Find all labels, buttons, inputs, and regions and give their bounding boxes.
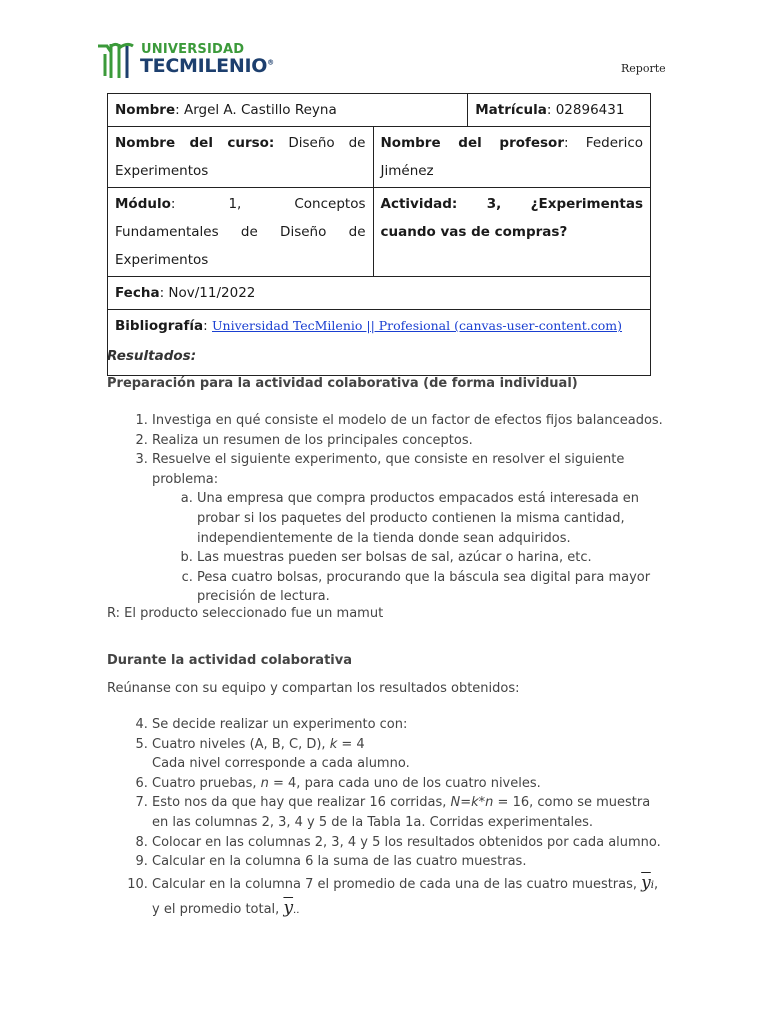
list-item: 8. Colocar en las columnas 2, 3, 4 y 5 los resultados obtenidos por cada alumno. <box>152 833 667 853</box>
matricula-value: : 02896431 <box>546 102 625 118</box>
logo-line1: UNIVERSIDAD <box>141 42 245 57</box>
prep-items <box>107 411 667 607</box>
resultados-title <box>107 347 667 367</box>
list-item <box>152 872 667 922</box>
item5-line2: Cada nivel corresponde a cada alumno. <box>152 756 410 772</box>
actividad-label: Actividad: <box>380 196 458 212</box>
list-item <box>152 450 667 607</box>
registered-mark: ® <box>267 58 274 67</box>
item7-var: N=k*n <box>450 795 494 811</box>
durante-heading-text: Durante la actividad colaborativa <box>107 653 352 668</box>
nombre-label: Nombre <box>115 102 176 118</box>
answer-line: R: El producto seleccionado fue un mamut <box>107 606 384 621</box>
durante-items <box>107 715 667 922</box>
list-item <box>152 774 667 794</box>
item6-post: = 4, para cada uno de los cuatro niveles. <box>268 775 541 791</box>
matricula-cell <box>468 94 651 127</box>
list-item: 4. Se decide realizar un experimento con: <box>152 715 667 735</box>
prep-heading <box>107 374 667 394</box>
item5-text: Cuatro niveles (A, B, C, D), <box>152 736 330 752</box>
list-item: 2. Realiza un resumen de los principales conceptos. <box>152 431 667 451</box>
sub-items <box>152 489 667 607</box>
bibliografia-label: Bibliografía <box>115 318 204 334</box>
matricula-label: Matrícula <box>475 102 547 118</box>
item10-mid: , y el promedio total, <box>152 876 659 917</box>
fecha-cell <box>108 277 651 310</box>
list-item <box>152 793 667 832</box>
list-item <box>152 735 667 774</box>
list-item: 1. Investiga en qué consiste el modelo de un factor de efectos fijos balanceados. <box>152 411 667 431</box>
list-item-text: Resuelve el siguiente experimento, que consiste en resolver el siguiente problema: <box>152 452 625 487</box>
profesor-label: Nombre del profesor <box>380 135 564 151</box>
logo-line2 <box>140 55 274 77</box>
nombre-cell <box>108 94 468 127</box>
prep-list <box>107 411 667 607</box>
y-bar-total-symbol: $\overline{y}$ <box>283 897 294 918</box>
item6-text: Cuatro pruebas, <box>152 775 261 791</box>
report-label: Reporte <box>621 62 666 75</box>
bibliografia-link[interactable]: Universidad TecMilenio || Profesional (canvas-user-content.com) <box>212 318 623 333</box>
list-item: 9. Calcular en la columna 6 la suma de las cuatro muestras. <box>152 852 667 872</box>
item5-post: = 4 <box>337 736 365 752</box>
sub-list-item: a. Una empresa que compra productos empacados está interesada en probar si los paquetes del producto contienen la misma cantidad, independientemente de la tienda donde sean adquiridos. <box>197 489 667 548</box>
university-logo <box>97 40 282 82</box>
nombre-value: : Argel A. Castillo Reyna <box>175 102 337 118</box>
modulo-value: : 1, Conceptos Fundamentales de Diseño de Experimentos <box>115 196 366 268</box>
item6-var: n <box>260 775 269 791</box>
fecha-label: Fecha <box>115 285 160 301</box>
durante-heading <box>107 651 667 671</box>
modulo-cell <box>108 188 374 277</box>
curso-cell <box>108 127 374 188</box>
item7-text: Esto nos da que hay que realizar 16 corridas, <box>152 795 451 811</box>
sub-list-item: b. Las muestras pueden ser bolsas de sal, azúcar o harina, etc. <box>197 548 667 568</box>
profesor-value: : Federico Jiménez <box>380 135 643 179</box>
item5-var: k <box>329 736 338 752</box>
y-bar-symbol: $\overline{y}$ <box>641 872 651 893</box>
bibliografia-sep: : <box>203 318 212 334</box>
profesor-cell <box>373 127 651 188</box>
item10-text: Calcular en la columna 7 el promedio de cada una de las cuatro muestras, <box>152 876 642 892</box>
student-info-table <box>107 93 651 376</box>
durante-list <box>107 715 667 922</box>
prep-heading-text: Preparación para la actividad colaborativa (de forma individual) <box>107 376 578 391</box>
y-sub-i: i <box>650 879 654 891</box>
durante-intro: Reúnanse con su equipo y compartan los resultados obtenidos: <box>107 681 520 696</box>
actividad-value: 3, ¿Experimentas cuando vas de compras? <box>380 196 643 240</box>
logo-line2-text: TECMILENIO <box>140 55 268 77</box>
resultados-title-text: Resultados: <box>107 348 197 364</box>
sub-list-item: c. Pesa cuatro bolsas, procurando que la báscula sea digital para mayor precisión de lectura. <box>197 568 667 607</box>
fecha-value: : Nov/11/2022 <box>159 285 256 301</box>
tecmilenio-leaf-icon <box>97 40 137 80</box>
actividad-cell <box>373 188 651 277</box>
curso-label: Nombre del curso: <box>115 135 275 151</box>
item7-post: = 16, como se muestra en las columnas 2, 3, 4 y 5 de la Tabla 1a. Corridas experimentales. <box>152 795 651 830</box>
y-sub-dots: .. <box>293 904 300 916</box>
modulo-label: Módulo <box>115 196 171 212</box>
curso-value: Diseño de Experimentos <box>115 135 366 179</box>
